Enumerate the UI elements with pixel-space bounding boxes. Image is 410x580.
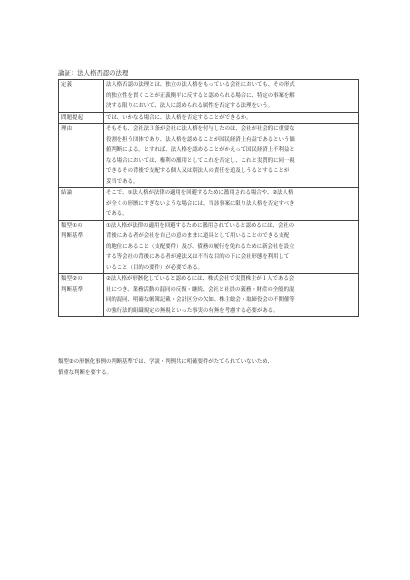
row-label-criteria-1 [59, 220, 104, 274]
text-line: 妥当である。 [106, 178, 139, 185]
text-line: そもそも、会社法３条が会社に法人格を付与したのは、会社が社会的に重要な [106, 126, 295, 132]
text-line: 的独立性を貫くことが正義衡平に反すると認められる場合に、特定の事案を解 [106, 92, 295, 99]
label-line: 判断基準 [61, 233, 84, 239]
label-line: 問題提起 [61, 114, 84, 121]
text-line: ②法人格が形骸化していると認めるには、株式会社で実質株主が１人である会 [106, 276, 295, 282]
table-row-criteria-1 [59, 220, 359, 274]
table-row-definition [59, 80, 359, 113]
table-row-criteria-2 [59, 274, 359, 317]
text-line: の強行法的組織規定の無視といった事実の有無を考慮する必要がある。 [106, 307, 279, 314]
label-line: 結論 [61, 190, 73, 196]
row-label-definition [59, 80, 104, 113]
label-line: 判断基準 [61, 286, 84, 293]
label-line: 類型①の [61, 222, 83, 229]
text-line: できるその背後で支配する個人又は別法人の責任を追及しうるとすることが [106, 168, 290, 174]
footnote [58, 357, 356, 378]
text-line: そこで、①法人格が法律の適用を回避するために濫用される場合や、②法人格 [106, 190, 294, 196]
text-line: である。 [106, 211, 128, 217]
note-line: 類型②の形骸化事例の判断基準では、学説・判例共に明確要件がたてられていないため、 [58, 359, 273, 365]
text-line: が全くの形骸にすぎないような場合には、当該事案に限り法人格を否定すべき [106, 200, 295, 207]
text-line: なる場合においては、権利の濫用としてこれを否定し、これと実質的に同一視 [106, 157, 295, 164]
text-line: 役割を担う団体であり、法人格を認めることが国民経済上有益であるという価 [106, 136, 295, 143]
text-line: 決する限りにおいて、法人に認められる属性を否定する法理をいう。 [106, 103, 274, 109]
document-title: 論証：法人格否認の法理 [58, 69, 129, 77]
row-label-issue [59, 112, 104, 124]
argument-table [58, 79, 359, 317]
document-page [58, 69, 356, 378]
row-text-conclusion [104, 188, 359, 221]
row-text-issue [104, 112, 359, 124]
table-row-issue [59, 112, 359, 124]
table-row-reason [59, 124, 359, 188]
text-line: 的地位にあること（支配要件）及び、債務の履行を免れるために新会社を設立 [106, 243, 295, 250]
text-line: では、いかなる場合に、法人格を否定することができるか。 [106, 114, 252, 121]
row-text-criteria-2 [104, 274, 359, 317]
row-text-definition [104, 80, 359, 113]
text-line: 社につき、業務活動の混同の反復・継続、会社と社員の義務・財産の全般的混 [106, 286, 295, 293]
label-line: 定義 [61, 82, 73, 88]
label-line: 類型②の [61, 276, 83, 282]
row-label-conclusion [59, 188, 104, 221]
row-text-criteria-1 [104, 220, 359, 274]
text-line: 背後にある者が会社を自己の意のままに道具として用いることのできる支配 [106, 233, 290, 239]
row-text-reason [104, 124, 359, 188]
text-line: いること（目的の要件）が必要である。 [106, 264, 204, 271]
text-line: 値判断による。とすれば、法人格を認めることがかえって国民経済上不利益と [106, 147, 295, 153]
table-row-conclusion [59, 188, 359, 221]
text-line: ①法人格が法律の適用を回避するために濫用されていると認めるには、会社の [106, 222, 295, 229]
row-label-criteria-2 [59, 274, 104, 317]
text-line: 同的混同、明確な帳簿記載・会計区分の欠如、株主総会・取締役会の不開催等 [106, 297, 295, 303]
label-line: 理由 [61, 126, 73, 132]
argument-table-body [59, 80, 359, 317]
note-line: 慎重な判断を要する。 [58, 369, 112, 376]
text-line: 法人格否認の法理とは、独立の法人格をもっている会社においても、その形式 [106, 82, 295, 88]
text-line: する等会社の背後にある者が違法又は不当な目的の下に会社形態を利用して [106, 254, 290, 260]
row-label-reason [59, 124, 104, 188]
